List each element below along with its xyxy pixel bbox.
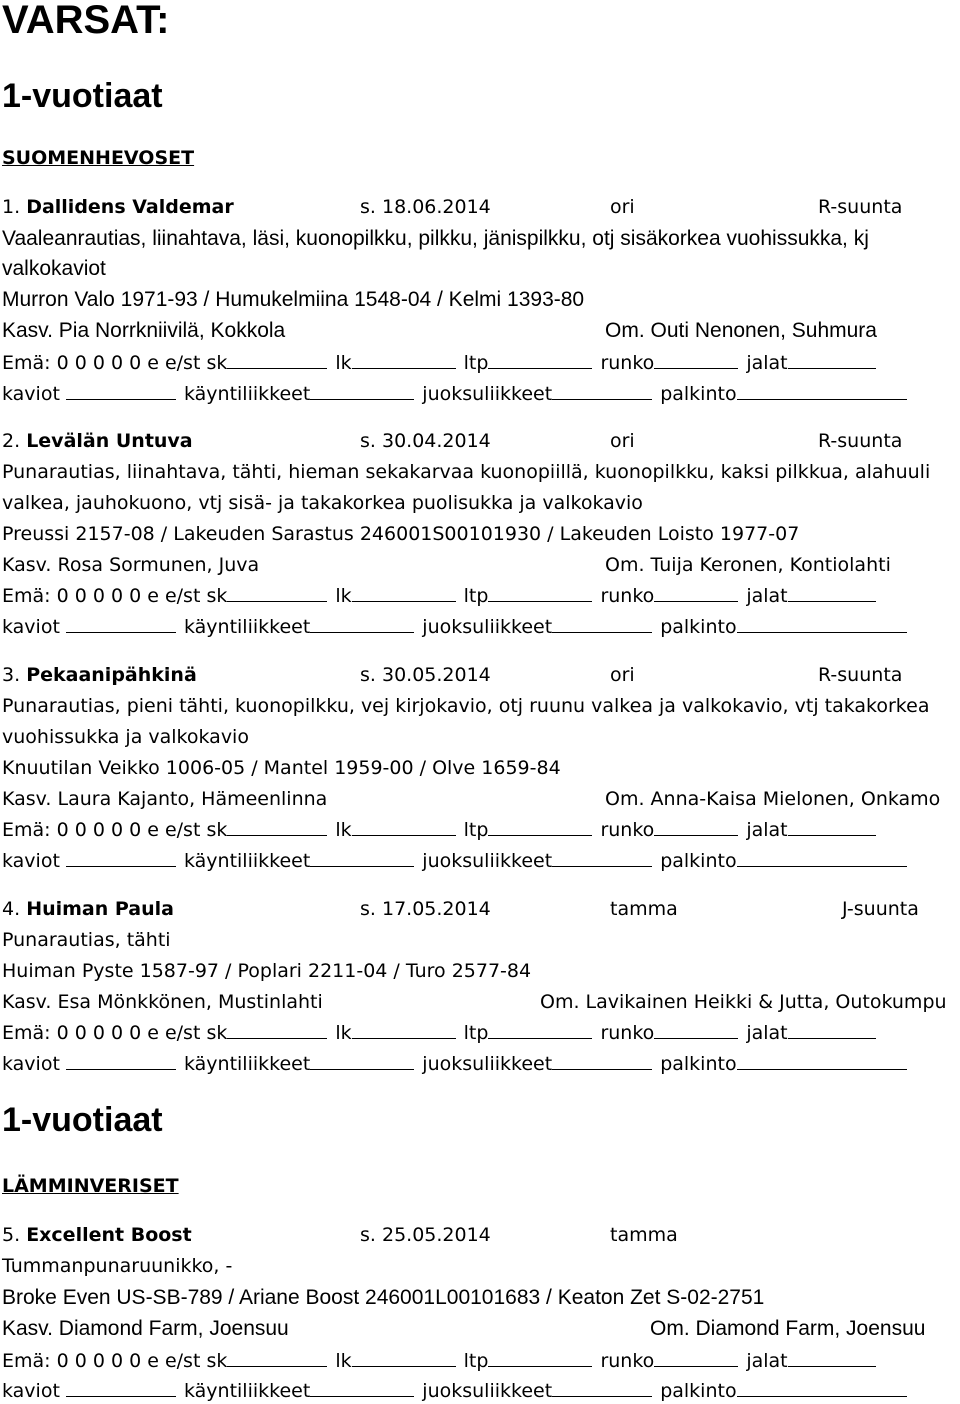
lk-blank[interactable] (352, 352, 456, 369)
page-title: VARSAT: (2, 0, 170, 42)
score-row-1: Emä: 0 0 0 0 0 e e/st sk lk ltp runko jalat (2, 583, 884, 609)
palkinto-blank[interactable] (737, 1053, 907, 1070)
horse-owner: Om. Tuija Keronen, Kontiolahti (605, 554, 891, 576)
horse-birthdate: s. 17.05.2014 (360, 898, 491, 920)
horse-description-cont: valkea, jauhokuono, vtj sisä- ja takakorkea puolisukka ja valkokavio (2, 492, 643, 514)
kaviot-blank[interactable] (66, 383, 176, 400)
horse-pedigree: Preussi 2157-08 / Lakeuden Sarastus 246001S00101930 / Lakeuden Loisto 1977-07 (2, 523, 800, 545)
juoksu-blank[interactable] (552, 1053, 652, 1070)
lk-blank[interactable] (352, 1350, 456, 1367)
sk-blank[interactable] (227, 352, 327, 369)
horse-birthdate: s. 30.05.2014 (360, 664, 491, 686)
horse-pedigree: Huiman Pyste 1587-97 / Poplari 2211-04 / Turo 2577-84 (2, 960, 532, 982)
palkinto-blank[interactable] (737, 1380, 907, 1397)
sk-blank[interactable] (227, 1022, 327, 1039)
horse-sex: ori (610, 664, 635, 686)
jalat-blank[interactable] (788, 1022, 876, 1039)
horse-owner: Om. Anna-Kaisa Mielonen, Onkamo (605, 788, 941, 810)
ltp-blank[interactable] (488, 1022, 592, 1039)
horse-description: Punarautias, tähti (2, 929, 171, 951)
horse-description-cont: valkokaviot (2, 257, 106, 280)
horse-sex: tamma (610, 898, 678, 920)
ltp-blank[interactable] (488, 1350, 592, 1367)
kaynti-blank[interactable] (310, 616, 414, 633)
horse-sex: ori (610, 196, 635, 218)
horse-owner: Om. Lavikainen Heikki & Jutta, Outokumpu (540, 991, 947, 1013)
palkinto-blank[interactable] (737, 383, 907, 400)
age-heading: 1-vuotiaat (2, 77, 163, 115)
horse-breeder: Kasv. Laura Kajanto, Hämeenlinna (2, 788, 328, 810)
horse-owner: Om. Outi Nenonen, Suhmura (605, 319, 877, 342)
horse-name: Dallidens Valdemar (26, 196, 234, 218)
kaynti-blank[interactable] (310, 1380, 414, 1397)
breed-heading: SUOMENHEVOSET (2, 147, 195, 169)
runko-blank[interactable] (654, 352, 738, 369)
horse-number: 4. (2, 898, 21, 920)
horse-breeder: Kasv. Rosa Sormunen, Juva (2, 554, 260, 576)
horse-name: Excellent Boost (26, 1224, 192, 1246)
lk-blank[interactable] (352, 1022, 456, 1039)
horse-direction: R-suunta (818, 196, 903, 218)
horse-description: Punarautias, liinahtava, tähti, hieman sekakarvaa kuonopiillä, kuonopilkku, kaksi pilkkua, alahuuli (2, 461, 931, 483)
horse-direction: R-suunta (818, 430, 903, 452)
ltp-blank[interactable] (488, 352, 592, 369)
runko-blank[interactable] (654, 1350, 738, 1367)
sk-blank[interactable] (227, 1350, 327, 1367)
juoksu-blank[interactable] (552, 850, 652, 867)
horse-breeder: Kasv. Diamond Farm, Joensuu (2, 1317, 289, 1340)
kaynti-blank[interactable] (310, 850, 414, 867)
horse-pedigree: Murron Valo 1971-93 / Humukelmiina 1548-04 / Kelmi 1393-80 (2, 288, 585, 311)
runko-blank[interactable] (654, 819, 738, 836)
palkinto-blank[interactable] (737, 850, 907, 867)
palkinto-blank[interactable] (737, 616, 907, 633)
horse-direction: R-suunta (818, 664, 903, 686)
score-row-1: Emä: 0 0 0 0 0 e e/st sk lk ltp runko jalat (2, 817, 884, 843)
horse-number: 2. (2, 430, 21, 452)
horse-description: Vaaleanrautias, liinahtava, läsi, kuonopilkku, pilkku, jänispilkku, otj sisäkorkea vuohissukka, kj (2, 227, 869, 250)
horse-number: 5. (2, 1224, 21, 1246)
horse-description: Punarautias, pieni tähti, kuonopilkku, vej kirjokavio, otj ruunu valkea ja valkokavio, vtj takakorkea (2, 695, 930, 717)
sk-blank[interactable] (227, 585, 327, 602)
score-row-1: Emä: 0 0 0 0 0 e e/st sk lk ltp runko jalat (2, 1348, 884, 1374)
horse-description-cont: vuohissukka ja valkokavio (2, 726, 249, 748)
score-row-2: kaviot käyntiliikkeet juoksuliikkeet palkinto (2, 1378, 915, 1404)
horse-number: 3. (2, 664, 21, 686)
horse-sex: ori (610, 430, 635, 452)
jalat-blank[interactable] (788, 819, 876, 836)
horse-birthdate: s. 30.04.2014 (360, 430, 491, 452)
kaviot-blank[interactable] (66, 1380, 176, 1397)
score-row-2: kaviot käyntiliikkeet juoksuliikkeet palkinto (2, 848, 915, 874)
breed-heading: LÄMMINVERISET (2, 1175, 179, 1197)
horse-name: Pekaanipähkinä (26, 664, 197, 686)
kaynti-blank[interactable] (310, 383, 414, 400)
age-heading: 1-vuotiaat (2, 1101, 163, 1139)
horse-direction: J-suunta (842, 898, 919, 920)
horse-name: Levälän Untuva (26, 430, 193, 452)
score-row-1: Emä: 0 0 0 0 0 e e/st sk lk ltp runko jalat (2, 350, 884, 376)
horse-breeder: Kasv. Esa Mönkkönen, Mustinlahti (2, 991, 323, 1013)
horse-birthdate: s. 18.06.2014 (360, 196, 491, 218)
juoksu-blank[interactable] (552, 616, 652, 633)
lk-blank[interactable] (352, 585, 456, 602)
score-row-1: Emä: 0 0 0 0 0 e e/st sk lk ltp runko jalat (2, 1020, 884, 1046)
kaviot-blank[interactable] (66, 850, 176, 867)
horse-owner: Om. Diamond Farm, Joensuu (650, 1317, 926, 1340)
kaviot-blank[interactable] (66, 1053, 176, 1070)
score-row-2: kaviot käyntiliikkeet juoksuliikkeet palkinto (2, 1051, 915, 1077)
jalat-blank[interactable] (788, 585, 876, 602)
horse-breeder: Kasv. Pia Norrkniivilä, Kokkola (2, 319, 286, 342)
jalat-blank[interactable] (788, 1350, 876, 1367)
horse-sex: tamma (610, 1224, 678, 1246)
ltp-blank[interactable] (488, 585, 592, 602)
ltp-blank[interactable] (488, 819, 592, 836)
kaynti-blank[interactable] (310, 1053, 414, 1070)
runko-blank[interactable] (654, 1022, 738, 1039)
horse-birthdate: s. 25.05.2014 (360, 1224, 491, 1246)
horse-number: 1. (2, 196, 21, 218)
juoksu-blank[interactable] (552, 1380, 652, 1397)
lk-blank[interactable] (352, 819, 456, 836)
horse-pedigree: Knuutilan Veikko 1006-05 / Mantel 1959-00 / Olve 1659-84 (2, 757, 561, 779)
score-row-2: kaviot käyntiliikkeet juoksuliikkeet palkinto (2, 381, 915, 407)
horse-pedigree: Broke Even US-SB-789 / Ariane Boost 246001L00101683 / Keaton Zet S-02-2751 (2, 1286, 765, 1309)
runko-blank[interactable] (654, 585, 738, 602)
horse-description: Tummanpunaruunikko, - (2, 1255, 233, 1277)
kaviot-blank[interactable] (66, 616, 176, 633)
horse-name: Huiman Paula (26, 898, 174, 920)
juoksu-blank[interactable] (552, 383, 652, 400)
jalat-blank[interactable] (788, 352, 876, 369)
sk-blank[interactable] (227, 819, 327, 836)
score-row-2: kaviot käyntiliikkeet juoksuliikkeet palkinto (2, 614, 915, 640)
